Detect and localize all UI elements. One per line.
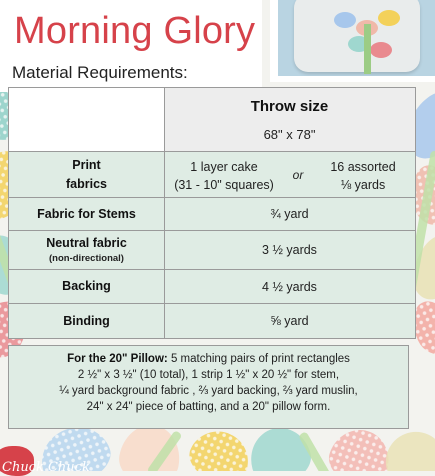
or-label: or (292, 168, 304, 182)
row-label: Fabric for Stems (37, 206, 136, 221)
row-value: ⅝ yard (270, 314, 309, 328)
table-row (9, 152, 415, 197)
brand-logo-text: Chuck Chuck (2, 460, 90, 475)
row-value: 3 ½ yards (262, 243, 317, 257)
page-title: Morning Glory (14, 10, 256, 52)
pillow-requirements (8, 345, 409, 429)
table-row (9, 270, 415, 303)
table-row (9, 198, 415, 230)
throw-size-title: Throw size (250, 98, 329, 115)
row-label-line2: fabrics (66, 176, 107, 191)
pillow-photo (270, 0, 435, 82)
table-row (9, 304, 415, 338)
row-sublabel: (non-directional) (49, 253, 124, 265)
row-label: Print (72, 158, 101, 173)
throw-size-header (164, 88, 415, 151)
pillow-line: ¼ yard background fabric , ⅔ yard backing, ⅔ yard muslin, (59, 385, 358, 397)
row-label: Binding (63, 313, 110, 328)
pillow-line: 24" x 24" piece of batting, and a 20" pillow form. (86, 401, 331, 413)
row-label: Backing (62, 279, 111, 294)
print-option-assorted: 16 assorted ⅛ yards (330, 160, 396, 193)
table-row (9, 231, 415, 269)
table-header-row (9, 88, 415, 151)
table-header-empty (9, 88, 164, 151)
row-label: Neutral fabric (46, 236, 127, 251)
pillow-line: 2 ½" x 3 ½" (10 total), 1 strip 1 ½" x 20 ½" for stem, (77, 369, 340, 381)
column-divider (164, 88, 165, 338)
row-value: ¾ yard (270, 207, 309, 221)
pillow-line: 5 matching pairs of print rectangles (170, 353, 350, 365)
requirements-table (8, 87, 416, 339)
throw-size-dimensions: 68" x 78" (263, 127, 316, 142)
page-subtitle: Material Requirements: (12, 63, 188, 82)
pillow-heading: For the 20" Pillow: (67, 353, 168, 365)
print-option-layer-cake: 1 layer cake (31 - 10" squares) (174, 160, 274, 193)
row-value: 4 ½ yards (262, 279, 317, 294)
